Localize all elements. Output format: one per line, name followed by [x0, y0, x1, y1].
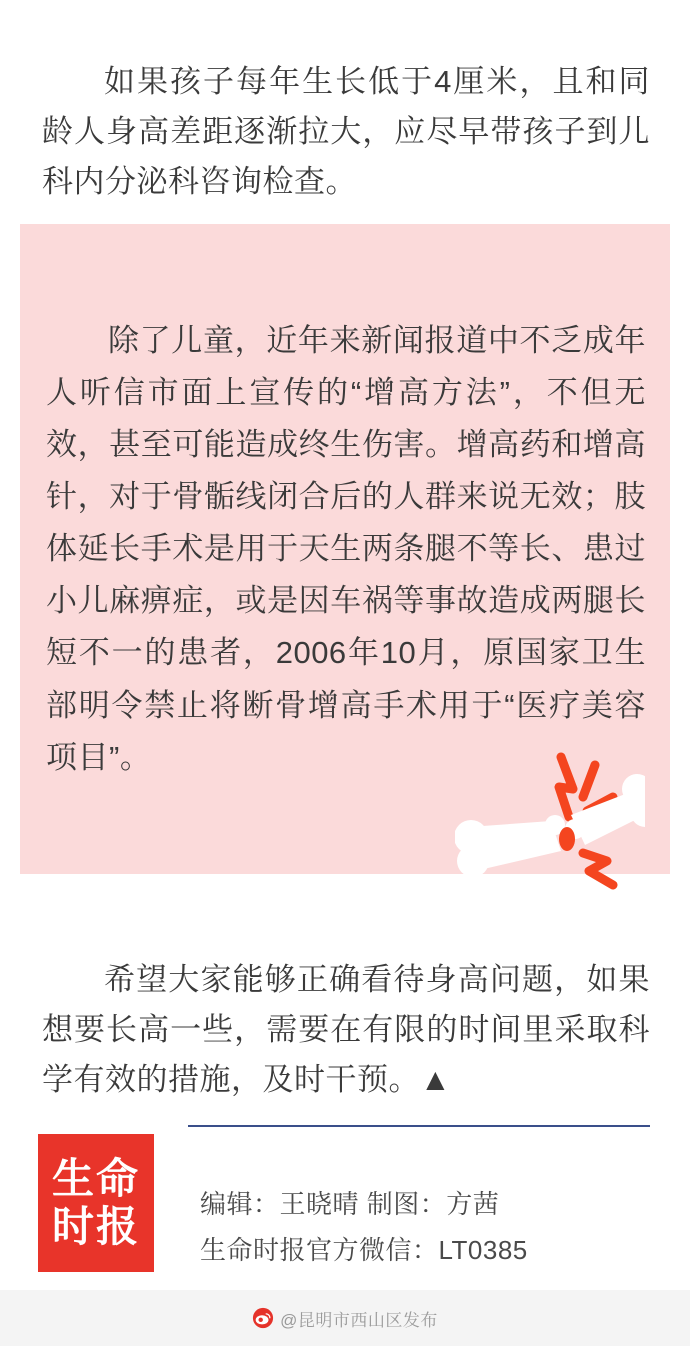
watermark-text: @昆明市西山区发布 [280, 1310, 438, 1330]
publication-logo [38, 1134, 154, 1272]
credit-line-wechat: 生命时报官方微信：LT0385 [200, 1234, 528, 1265]
credits-block [200, 1182, 660, 1273]
closing-paragraph: 希望大家能够正确看待身高问题，如果想要长高一些，需要在有限的时间里采取科学有效的措施，及时干预。▲ [42, 962, 650, 1098]
highlight-block [20, 224, 670, 874]
highlight-paragraph: 除了儿童，近年来新闻报道中不乏成年人听信市面上宣传的“增高方法”，不但无效，甚至可能造成终生伤害。增高药和增高针，对于骨骺线闭合后的人群来说无效；肢体延长手术是用于天生两条腿不等长、患过小儿麻痹症，或是因车祸等事故造成两腿长短不一的患者，2006年10月，原国家卫生部明令禁止将断骨增高手术用于“医疗美容项目”。 [46, 323, 646, 775]
weibo-icon [252, 1307, 274, 1329]
watermark-bar [0, 1290, 690, 1346]
publication-logo-text: 生命时报 [51, 1153, 140, 1251]
footer-divider [188, 1125, 650, 1127]
intro-paragraph: 如果孩子每年生长低于4厘米，且和同龄人身高差距逐渐拉大，应尽早带孩子到儿科内分泌科咨询检查。 [42, 64, 650, 200]
credit-line-editor: 编辑：王晓晴 制图：方茜 [200, 1189, 500, 1219]
